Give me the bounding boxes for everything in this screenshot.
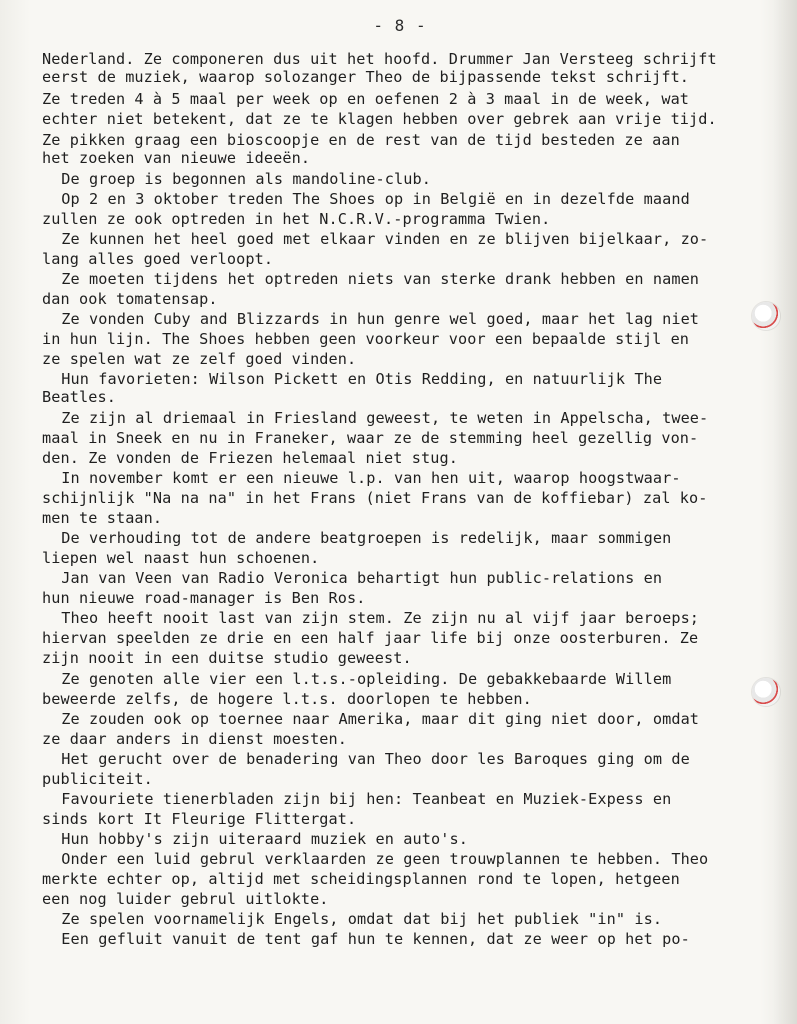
text-line: De verhouding tot de andere beatgroepen is redelijk, maar sommigen xyxy=(52,529,672,547)
text-line: zullen ze ook optreden in het N.C.R.V.-programma Twien. xyxy=(42,210,551,228)
text-line: De groep is begonnen als mandoline-club. xyxy=(52,170,431,188)
text-line: den. Ze vonden de Friezen helemaal niet stug. xyxy=(42,449,458,467)
text-line: Onder een luid gebrul verklaarden ze geen trouwplannen te hebben. Theo xyxy=(52,850,709,868)
text-line: In november komt er een nieuwe l.p. van hen uit, waarop hoogstwaar- xyxy=(52,469,681,487)
text-line: Hun favorieten: Wilson Pickett en Otis Redding, en natuurlijk The xyxy=(52,370,663,388)
text-line: Ze moeten tijdens het optreden niets van sterke drank hebben en namen xyxy=(52,270,700,288)
text-line: Ze zouden ook op toernee naar Amerika, maar dit ging niet door, omdat xyxy=(52,710,700,728)
text-line: Jan van Veen van Radio Veronica behartigt hun public-relations en xyxy=(52,569,663,587)
text-line: Ze genoten alle vier een l.t.s.-opleiding. De gebakkebaarde Willem xyxy=(52,670,672,688)
text-line: Ze zijn al driemaal in Friesland geweest, te weten in Appelscha, twee- xyxy=(52,409,709,427)
text-line: maal in Sneek en nu in Franeker, waar ze de stemming heel gezellig von- xyxy=(42,429,699,447)
text-line: publiciteit. xyxy=(42,770,153,788)
text-line: hiervan speelden ze drie en een half jaar life bij onze oosterburen. Ze xyxy=(42,629,699,647)
text-line: een nog luider gebrul uitlokte. xyxy=(42,890,329,908)
text-line: Op 2 en 3 oktober treden The Shoes op in België en in dezelfde maand xyxy=(52,190,690,208)
text-line: men te staan. xyxy=(42,509,163,527)
text-line: Ze vonden Cuby and Blizzards in hun genre wel goed, maar het lag niet xyxy=(52,310,700,328)
text-line: zijn nooit in een duitse studio geweest. xyxy=(42,649,412,667)
page-number: - 8 - xyxy=(373,16,427,35)
text-line: Beatles. xyxy=(42,388,116,406)
text-line: sinds kort It Fleurige Flittergat. xyxy=(42,810,357,828)
text-line: ze spelen wat ze zelf goed vinden. xyxy=(42,350,357,368)
text-line: Nederland. Ze componeren dus uit het hoofd. Drummer Jan Versteeg schrijft xyxy=(42,50,717,68)
text-line: Ze treden 4 à 5 maal per week op en oefenen 2 à 3 maal in de week, wat xyxy=(42,90,690,108)
text-line: Ze spelen voornamelijk Engels, omdat dat bij het publiek "in" is. xyxy=(52,910,663,928)
text-line: eerst de muziek, waarop solozanger Theo de bijpassende tekst schrijft. xyxy=(42,68,690,86)
text-line: echter niet betekent, dat ze te klagen hebben over gebrek aan vrije tijd. xyxy=(42,110,717,128)
text-line: Ze kunnen het heel goed met elkaar vinden en ze blijven bijelkaar, zo- xyxy=(52,230,709,248)
text-line: lang alles goed verloopt. xyxy=(42,250,274,268)
text-line: Hun hobby's zijn uiteraard muziek en auto's. xyxy=(52,830,468,848)
text-line: liepen wel naast hun schoenen. xyxy=(42,549,320,567)
text-line: Theo heeft nooit last van zijn stem. Ze zijn nu al vijf jaar beroeps; xyxy=(52,609,700,627)
text-line: Ze pikken graag een bioscoopje en de rest van de tijd besteden ze aan xyxy=(42,131,680,149)
text-line: merkte echter op, altijd met scheidingsplannen rond te lopen, hetgeen xyxy=(42,870,680,888)
text-line: Favouriete tienerbladen zijn bij hen: Teanbeat en Muziek-Expess en xyxy=(52,790,672,808)
text-line: ze daar anders in dienst moesten. xyxy=(42,730,348,748)
text-line: het zoeken van nieuwe ideeën. xyxy=(42,149,311,167)
text-line: hun nieuwe road-manager is Ben Ros. xyxy=(42,589,366,607)
punch-hole-icon xyxy=(752,678,780,706)
text-line: in hun lijn. The Shoes hebben geen voorkeur voor een bepaalde stijl en xyxy=(42,330,690,348)
text-line: dan ook tomatensap. xyxy=(42,290,218,308)
text-line: Het gerucht over de benadering van Theo door les Baroques ging om de xyxy=(52,750,690,768)
text-line: schijnlijk "Na na na" in het Frans (niet Frans van de koffiebar) zal ko- xyxy=(42,489,708,507)
text-line: beweerde zelfs, de hogere l.t.s. doorlopen te hebben. xyxy=(42,690,532,708)
text-line: Een gefluit vanuit de tent gaf hun te kennen, dat ze weer op het po- xyxy=(52,930,690,948)
punch-hole-icon xyxy=(752,302,780,330)
